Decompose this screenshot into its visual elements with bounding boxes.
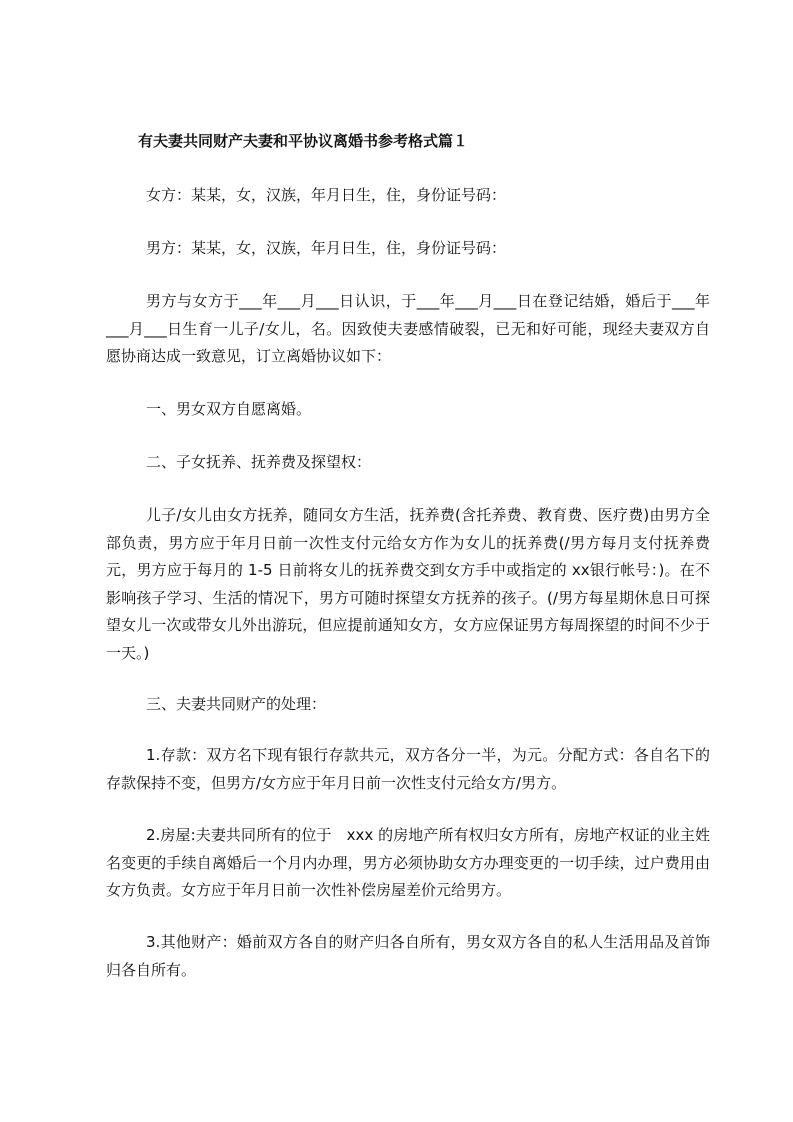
paragraph-clause-2: 二、子女抚养、抚养费及探望权：: [146, 453, 372, 471]
paragraph-custody: 儿子/女儿由女方抚养，随同女方生活，抚养费(含托养费、教育费、医疗费)由男方全部负责，男方应于年月日前一次性支付元给女方作为女儿的抚养费(/男方每月支付抚养费元，男方应于每月的 1-5 日前将女儿的抚养费交到女方手中或指定的 xx银行帐号：)。在不影响孩子学习、生活的情况下，男方可随时探望女方抚养的孩子。(/男方每星期休息日可探望女儿一次或带女儿外出游玩，但应提前通知女方，女方应保证男方每周探望的时间不少于一天。): [106, 506, 710, 662]
document-title: 有夫妻共同财产夫妻和平协议离婚书参考格式篇１: [138, 132, 469, 150]
paragraph-deposits: 1.存款：双方名下现有银行存款共元，双方各分一半，为元。分配方式：各自名下的存款保持不变，但男方/女方应于年月日前一次性支付元给女方/男方。: [106, 746, 710, 792]
paragraph-other-property: 3.其他财产：婚前双方各自的财产归各自所有，男女双方各自的私人生活用品及首饰归各自所有。: [106, 933, 710, 979]
paragraph-background: 男方与女方于___年___月___日认识，于___年___月___日在登记结婚，婚后于___年___月___日生育一儿子/女儿，名。因致使夫妻感情破裂，已无和好可能，现经夫妻双方自愿协商达成一致意见，订立离婚协议如下：: [106, 292, 710, 365]
paragraph-house: 2.房屋:夫妻共同所有的位于 xxx 的房地产所有权归女方所有，房地产权证的业主姓名变更的手续自离婚后一个月内办理，男方必须协助女方办理变更的一切手续，过户费用由女方负责。女方应于年月日前一次性补偿房屋差价元给男方。: [106, 826, 710, 899]
paragraph-male-party: 男方：某某，女，汉族，年月日生，住，身份证号码：: [146, 239, 507, 257]
paragraph-female-party: 女方：某某，女，汉族，年月日生，住，身份证号码：: [146, 186, 507, 204]
paragraph-clause-3: 三、夫妻共同财产的处理：: [146, 695, 327, 713]
paragraph-clause-1: 一、男女双方自愿离婚。: [146, 400, 312, 418]
